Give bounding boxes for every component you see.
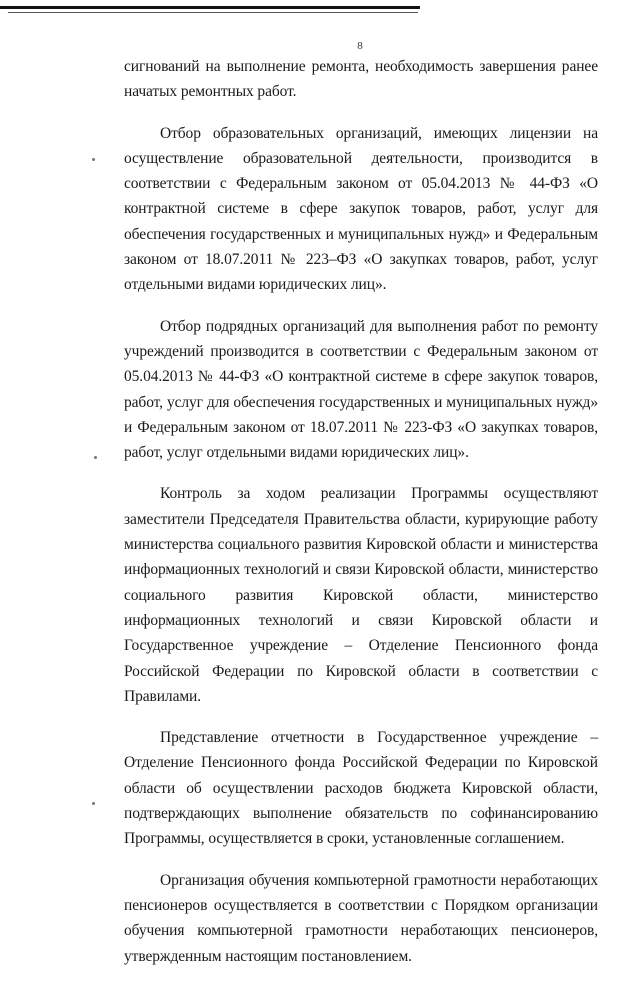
- paragraph-reporting: Представление отчетности в Государственное учреждение – Отделение Пенсионного фонда Российской Федерации по Кировской области об осуществлении расходов бюджета Кировской области, подтверждающих выполнение обязательств по софинансированию Программы, осуществляется в сроки, установленные соглашением.: [124, 729, 598, 848]
- document-body: [124, 54, 598, 985]
- margin-dot: [94, 456, 97, 459]
- margin-dot: [92, 802, 95, 805]
- page-number: 8: [357, 40, 363, 52]
- margin-dot: [92, 158, 95, 161]
- paragraph-training-organization: Организация обучения компьютерной грамотности неработающих пенсионеров осуществляется в соответствии с Порядком организации обучения компьютерной грамотности неработающих пенсионеров, утвержденным настоящим постановлением.: [124, 871, 598, 965]
- paragraph-program-control: Контроль за ходом реализации Программы осуществляют заместители Председателя Правительства области, курирующие работу министерства социального развития Кировской области и министерства информационных технологий и связи Кировской области, министерство социального развития Кировской области, министерство информационных технологий и связи Кировской области и Государственное учреждение – Отделение Пенсионного фонда Российской Федерации по Кировской области в соответствии с Правилами.: [124, 485, 598, 705]
- paragraph-continuation: сигнований на выполнение ремонта, необходимость завершения ранее начатых ремонтных работ.: [124, 58, 598, 101]
- paragraph-education-selection: Отбор образовательных организаций, имеющих лицензии на осуществление образовательной деятельности, производится в соответствии с Федеральным законом от 05.04.2013 № 44-ФЗ «О контрактной системе в сфере закупок товаров, работ, услуг для обеспечения государственных и муниципальных нужд» и Федеральным законом от 18.07.2011 № 223–ФЗ «О закупках товаров, работ, услуг отдельными видами юридических лиц».: [124, 124, 598, 294]
- paragraph-contractor-selection: Отбор подрядных организаций для выполнения работ по ремонту учреждений производится в соответствии с Федеральным законом от 05.04.2013 № 44-ФЗ «О контрактной системе в сфере закупок товаров, работ, услуг для обеспечения государственных и муниципальных нужд» и Федеральным законом от 18.07.2011 № 223-ФЗ «О закупках товаров, работ, услуг отдельными видами юридических лиц».: [124, 317, 598, 462]
- top-border-line: [0, 6, 420, 9]
- top-border-line-thin: [8, 12, 418, 13]
